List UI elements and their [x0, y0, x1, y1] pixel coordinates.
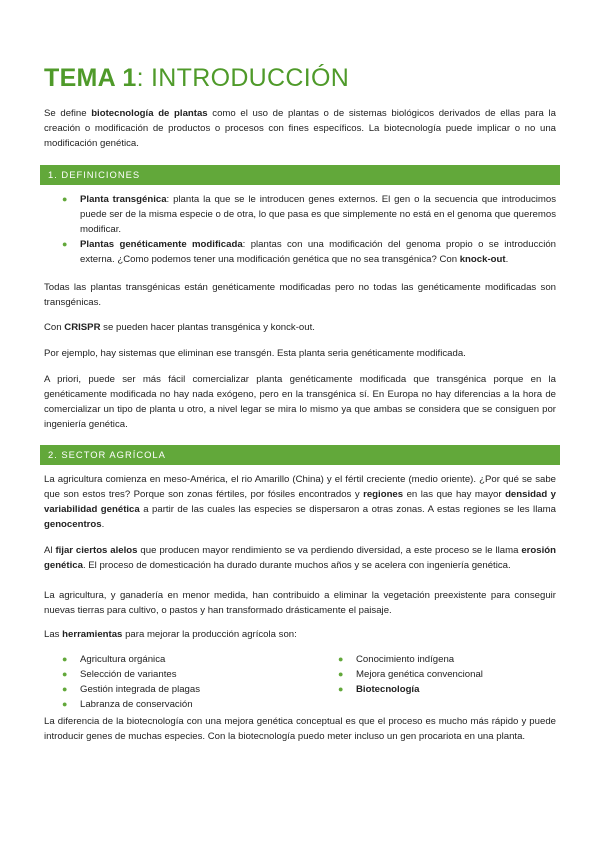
tools-list-right	[338, 652, 556, 697]
paragraph-bold: erosión genética	[44, 545, 556, 571]
title-number: TEMA 1	[44, 64, 137, 92]
bullet-icon: ●	[338, 669, 344, 679]
page-title	[44, 64, 349, 93]
paragraph-text: que producen mayor rendimiento se va perdiendo diversidad, a este proceso se le llama	[137, 545, 522, 556]
paragraph	[44, 543, 556, 573]
section-heading-sector-agricola: 2. SECTOR AGRÍCOLA	[40, 445, 560, 465]
list-item	[62, 697, 312, 712]
paragraph-text: en las que hay mayor	[403, 489, 506, 500]
paragraph-text: Con	[44, 322, 65, 333]
bullet-icon: ●	[338, 654, 344, 664]
paragraph-bold: genocentros	[44, 519, 102, 530]
definitions-list	[62, 192, 556, 267]
bullet-icon: ●	[62, 699, 68, 709]
list-item	[338, 682, 556, 697]
definition-bold: knock-out	[459, 254, 506, 265]
list-item	[62, 192, 556, 237]
bullet-icon: ●	[62, 684, 68, 694]
list-item	[62, 652, 312, 667]
paragraph-bold: fijar ciertos alelos	[55, 545, 138, 556]
paragraph: Todas las plantas transgénicas están genéticamente modificadas pero no todas las genéticamente modificadas son transgénicas.	[44, 282, 556, 308]
definition-text-end: .	[505, 254, 509, 265]
paragraph-bold: densidad y variabilidad genética	[44, 489, 556, 515]
paragraph-text: para mejorar la producción agrícola son:	[122, 629, 297, 640]
bullet-icon: ●	[62, 669, 68, 679]
paragraph	[44, 472, 556, 532]
definition-text: : plantas con una modificación del genoma propio o se introducción externa. ¿Como podemos tener una modificación genética que no sea transgénica? Con	[80, 239, 556, 265]
intro-text-2: como el uso de plantas o de sistemas biológicos derivados de ellas para la creación o modificación de productos o procesos con fines específicos. La biotecnología puede implicar o no una modificación genética.	[44, 108, 556, 149]
paragraph	[44, 320, 556, 335]
intro-text-1: Se define	[44, 108, 92, 119]
paragraph-text: Al	[44, 545, 56, 556]
list-item	[62, 237, 556, 267]
bullet-icon: ●	[62, 239, 68, 249]
paragraph-text: Las	[44, 629, 63, 640]
paragraph-text: La agricultura comienza en meso-América, el rio Amarillo (China) y el fértil creciente (medio oriente). ¿Por qué se sabe que son estos tres? Porque son zonas fértiles, por fósiles encontrados y	[44, 474, 556, 500]
paragraph-text: se pueden hacer plantas transgénica y konck-out.	[100, 322, 315, 333]
intro-paragraph	[44, 106, 556, 151]
definition-text: : planta la que se le introducen genes externos. El gen o la secuencia que introducimos puede ser de la misma especie o de otra, lo que pasa es que simplemente no está en el genoma que queremos modificar.	[80, 194, 556, 235]
bullet-icon: ●	[338, 684, 344, 694]
paragraph: La agricultura, y ganadería en menor medida, han contribuido a eliminar la vegetación preexistente para conseguir nuevas tierras para cultivo, o pastos y han transformado drásticamente el paisaje.	[44, 590, 556, 616]
list-item	[338, 652, 556, 667]
tool-label: Conocimiento indígena	[356, 654, 455, 665]
tool-label: Agricultura orgánica	[80, 654, 166, 665]
list-item	[62, 682, 312, 697]
paragraph-text: . El proceso de domesticación ha durado durante muchos años y se acelera con ingeniería genética.	[82, 560, 511, 571]
definition-term: Planta transgénica	[80, 194, 167, 205]
paragraph: La diferencia de la biotecnología con una mejora genética conceptual es que el proceso es mucho más rápido y puede introducir genes de muchas especies. Con la biotecnología puedo meter incluso un gen procariota en una planta.	[44, 716, 556, 742]
section-heading-definiciones: 1. DEFINICIONES	[40, 165, 560, 185]
tool-label: Labranza de conservación	[80, 699, 193, 710]
paragraph-bold: herramientas	[62, 629, 123, 640]
bullet-icon: ●	[62, 654, 68, 664]
bullet-icon: ●	[62, 194, 68, 204]
definition-term: Plantas genéticamente modificada	[80, 239, 243, 250]
paragraph	[44, 627, 556, 642]
tool-label: Mejora genética convencional	[356, 669, 483, 680]
paragraph: Por ejemplo, hay sistemas que eliminan ese transgén. Esta planta seria genéticamente modificada.	[44, 348, 466, 359]
list-item	[338, 667, 556, 682]
tools-list-left	[62, 652, 312, 712]
paragraph-bold: regiones	[363, 489, 404, 500]
paragraph-text: .	[101, 519, 105, 530]
paragraph-bold: CRISPR	[64, 322, 101, 333]
tool-label: Biotecnología	[356, 684, 420, 695]
intro-bold-term: biotecnología de plantas	[91, 108, 208, 119]
paragraph-text: a partir de las cuales las especies se dispersaron a otras zonas. A estas regiones se les llama	[139, 504, 556, 515]
tool-label: Selección de variantes	[80, 669, 177, 680]
title-separator: :	[136, 64, 144, 92]
list-item	[62, 667, 312, 682]
paragraph: A priori, puede ser más fácil comercializar planta genéticamente modificada que transgénica porque en la genéticamente modificada no hay nada exógeno, pero en la transgénica sí. En Europa no hay diferencias a la hora de comercializar un tipo de planta u otro, a nivel legar se mira lo mismo ya que ambas se considera que se consiguen por ingeniería genética.	[44, 374, 556, 430]
title-text: INTRODUCCIÓN	[143, 64, 350, 92]
tool-label: Gestión integrada de plagas	[80, 684, 201, 695]
